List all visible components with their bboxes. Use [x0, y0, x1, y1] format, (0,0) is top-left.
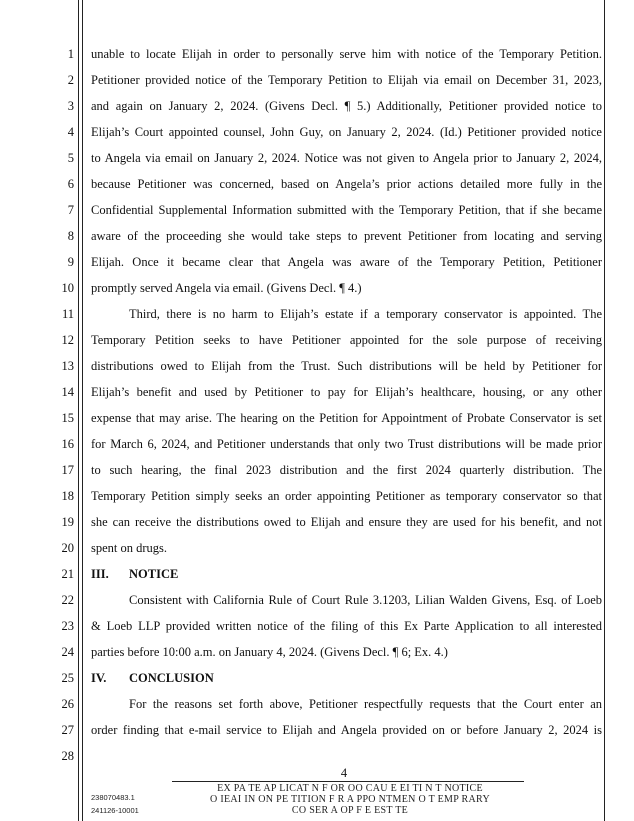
line-number: 3: [67, 99, 74, 113]
section-number: IV.: [91, 671, 107, 685]
left-margin-rule: [78, 0, 79, 821]
text-line: she can receive the distributions owed to Elijah and ensure they are used for his benefit, and not: [91, 515, 602, 529]
line-number: 18: [61, 489, 74, 503]
text-line: Petitioner provided notice of the Temporary Petition to Elijah via email on December 31, 2023,: [91, 73, 602, 87]
text-line: Temporary Petition simply seeks an order appointing Petitioner as temporary conservator so that: [91, 489, 602, 503]
text-line: & Loeb LLP provided written notice of the filing of this Ex Parte Application to all interested: [91, 619, 602, 633]
line-number: 28: [61, 749, 74, 763]
line-number: 20: [61, 541, 74, 555]
text-line: for March 6, 2024, and Petitioner understands that only two Trust distributions will be made prior: [91, 437, 602, 451]
text-line: promptly served Angela via email. (Givens Decl. ¶ 4.): [91, 281, 362, 295]
text-line: Consistent with California Rule of Court Rule 3.1203, Lilian Walden Givens, Esq. of Loeb: [129, 593, 602, 607]
line-number: 23: [61, 619, 74, 633]
text-line: aware of the proceeding she would take steps to prevent Petitioner from locating and serving: [91, 229, 602, 243]
line-number: 11: [61, 307, 74, 321]
text-line: Elijah. Once it became clear that Angela was aware of the Temporary Petition, Petitioner: [91, 255, 602, 269]
left-margin-rule-inner: [82, 0, 83, 821]
line-number: 19: [61, 515, 74, 529]
line-number: 24: [61, 645, 74, 659]
line-number: 9: [67, 255, 74, 269]
footer-title-line: EX PA TE AP LICAT N F OR OO CAU E EI TI N T NOTICE: [217, 783, 483, 794]
footer-title-line: O IEAI IN ON PE TITION F R A PPO NTMEN O T EMP RARY: [210, 794, 490, 805]
line-number: 26: [61, 697, 74, 711]
text-line: spent on drugs.: [91, 541, 168, 555]
text-line: order finding that e-mail service to Elijah and Angela provided on or before January 2, 2024 is: [91, 723, 602, 737]
line-number: 5: [67, 151, 74, 165]
line-number: 14: [61, 385, 74, 399]
line-number: 17: [61, 463, 74, 477]
section-heading-conclusion: [91, 671, 214, 685]
text-line: Elijah’s benefit and used by Petitioner to pay for Elijah’s healthcare, housing, or any other: [91, 385, 602, 399]
section-title: NOTICE: [129, 567, 179, 581]
text-line: because Petitioner was concerned, based on Angela’s prior actions detailed more fully in the: [91, 177, 602, 191]
footer-title-line: CO SER A OP F E EST TE: [291, 805, 409, 816]
section-heading-notice: [91, 567, 178, 581]
line-number: 21: [61, 567, 74, 581]
line-number: 12: [61, 333, 74, 347]
text-line: to such hearing, the final 2023 distribution and the first 2024 quarterly distribution. The: [91, 463, 602, 477]
right-margin-rule: [604, 0, 605, 821]
section-title: CONCLUSION: [129, 671, 214, 685]
page-number: 4: [340, 766, 348, 780]
line-number: 10: [61, 281, 74, 295]
section-number: III.: [91, 567, 109, 581]
line-number: 16: [61, 437, 74, 451]
line-number: 1: [67, 47, 74, 61]
matter-id: 241126-10001: [91, 806, 139, 815]
line-number: 22: [61, 593, 74, 607]
text-line: to Angela via email on January 2, 2024. Notice was not given to Angela prior to January 2, 2024,: [91, 151, 602, 165]
text-line: expense that may arise. The hearing on the Petition for Appointment of Probate Conservator is set: [91, 411, 602, 425]
line-number: 4: [67, 125, 74, 139]
text-line: Third, there is no harm to Elijah’s estate if a temporary conservator is appointed. The: [129, 307, 602, 321]
text-line: parties before 10:00 a.m. on January 4, 2024. (Givens Decl. ¶ 6; Ex. 4.): [91, 645, 448, 659]
line-number: 7: [67, 203, 74, 217]
line-number: 8: [67, 229, 74, 243]
document-id: 238070483.1: [91, 793, 135, 802]
line-number: 27: [61, 723, 74, 737]
line-number: 13: [61, 359, 74, 373]
line-number: 2: [67, 73, 74, 87]
text-line: Temporary Petition seeks to have Petitioner appointed for the sole purpose of receiving: [91, 333, 602, 347]
text-line: distributions owed to Elijah from the Trust. Such distributions will be held by Petitioner for: [91, 359, 602, 373]
text-line: For the reasons set forth above, Petitioner respectfully requests that the Court enter an: [129, 697, 602, 711]
footer-rule: [172, 781, 524, 782]
line-number: 6: [67, 177, 74, 191]
text-line: and again on January 2, 2024. (Givens Decl. ¶ 5.) Additionally, Petitioner provided notice to: [91, 99, 602, 113]
text-line: unable to locate Elijah in order to personally serve him with notice of the Temporary Petition.: [91, 47, 602, 61]
text-line: Confidential Supplemental Information submitted with the Temporary Petition, that if she became: [91, 203, 602, 217]
line-number: 15: [61, 411, 74, 425]
text-line: Elijah’s Court appointed counsel, John Guy, on January 2, 2024. (Id.) Petitioner provided notice: [91, 125, 602, 139]
line-number: 25: [61, 671, 74, 685]
